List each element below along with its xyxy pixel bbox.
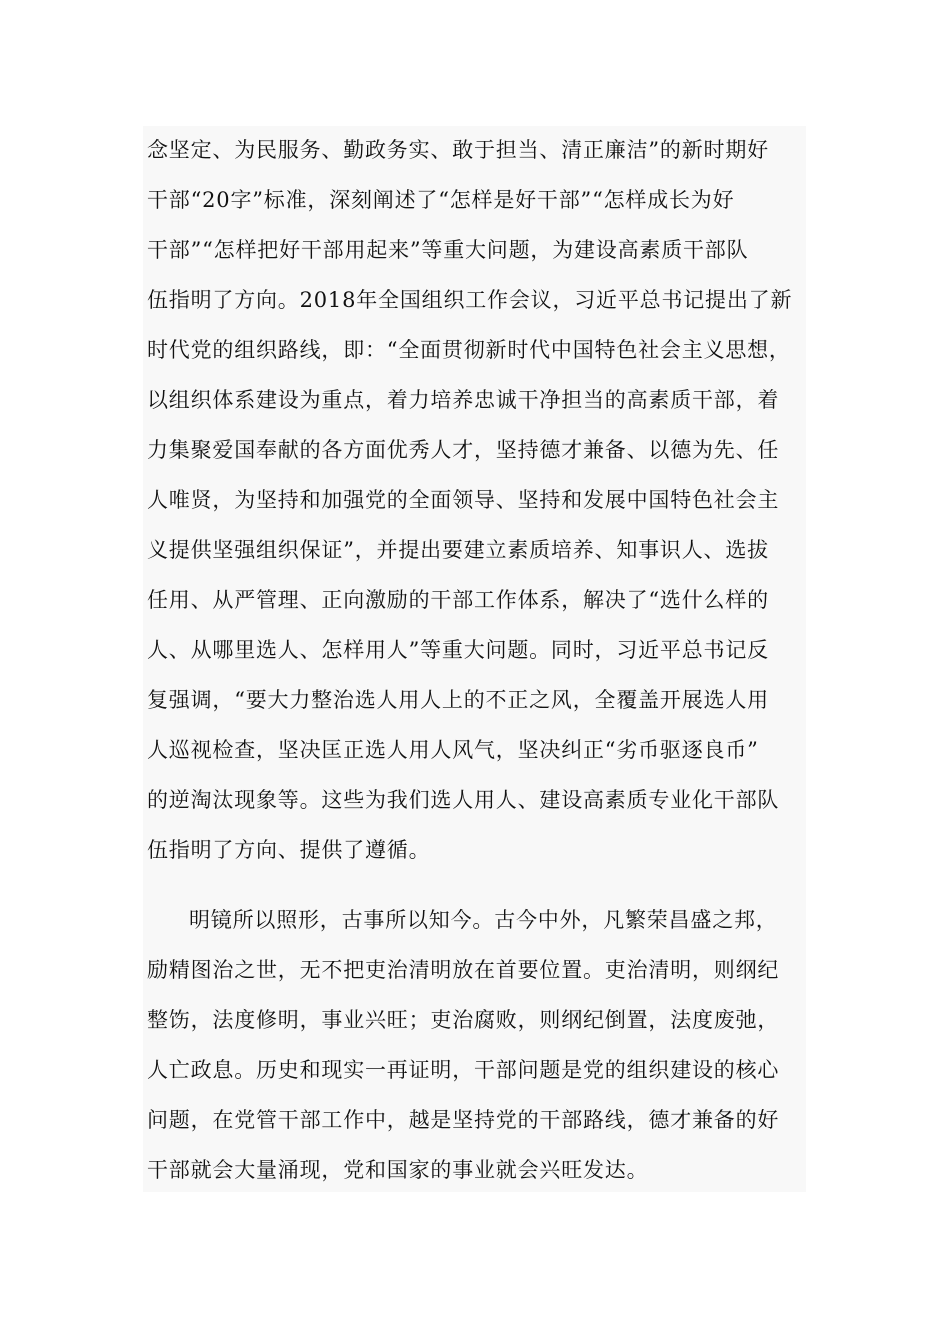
paragraph-line: 复强调，“要大力整治选人用人上的不正之风，全覆盖开展选人用 [147, 688, 769, 712]
paragraph-line: 念坚定、为民服务、勤政务实、敢于担当、清正廉洁”的新时期好 [147, 138, 769, 162]
paragraph-line: 以组织体系建设为重点，着力培养忠诚干净担当的高素质干部，着 [147, 388, 780, 412]
paragraph-line: 人巡视检查，坚决匡正选人用人风气，坚决纠正“劣币驱逐良币” [147, 738, 759, 762]
text-block [143, 126, 806, 1192]
paragraph-line: 励精图治之世，无不把吏治清明放在首要位置。吏治清明，则纲纪 [147, 958, 780, 982]
paragraph-line: 人唯贤，为坚持和加强党的全面领导、坚持和发展中国特色社会主 [147, 488, 780, 512]
paragraph-line: 任用、从严管理、正向激励的干部工作体系，解决了“选什么样的 [147, 588, 769, 612]
paragraph-line: 力集聚爱国奉献的各方面优秀人才，坚持德才兼备、以德为先、任 [147, 438, 780, 462]
paragraph-line: 时代党的组织路线，即：“全面贯彻新时代中国特色社会主义思想， [147, 338, 791, 362]
paragraph-line: 伍指明了方向、提供了遵循。 [147, 838, 431, 862]
paragraph-line: 的逆淘汰现象等。这些为我们选人用人、建设高素质专业化干部队 [147, 788, 780, 812]
paragraph-line: 人、从哪里选人、怎样用人”等重大问题。同时，习近平总书记反 [147, 638, 769, 662]
paragraph-line: 义提供坚强组织保证”，并提出要建立素质培养、知事识人、选拔 [147, 538, 769, 562]
paragraph-line: 问题，在党管干部工作中，越是坚持党的干部路线，德才兼备的好 [147, 1108, 780, 1132]
paragraph-line: 干部就会大量涌现，党和国家的事业就会兴旺发达。 [147, 1158, 649, 1182]
paragraph-line: 明镜所以照形，古事所以知今。古今中外，凡繁荣昌盛之邦， [189, 908, 778, 932]
paragraph-line: 干部”“怎样把好干部用起来”等重大问题，为建设高素质干部队 [147, 238, 749, 262]
paragraph-line: 整饬，法度修明，事业兴旺；吏治腐败，则纲纪倒置，法度废弛， [147, 1008, 780, 1032]
paragraph-line: 伍指明了方向。2018年全国组织工作会议，习近平总书记提出了新 [147, 288, 793, 312]
paragraph-line: 干部“20字”标准，深刻阐述了“怎样是好干部”“怎样成长为好 [147, 188, 735, 212]
paragraph-line: 人亡政息。历史和现实一再证明，干部问题是党的组织建设的核心 [147, 1058, 780, 1082]
